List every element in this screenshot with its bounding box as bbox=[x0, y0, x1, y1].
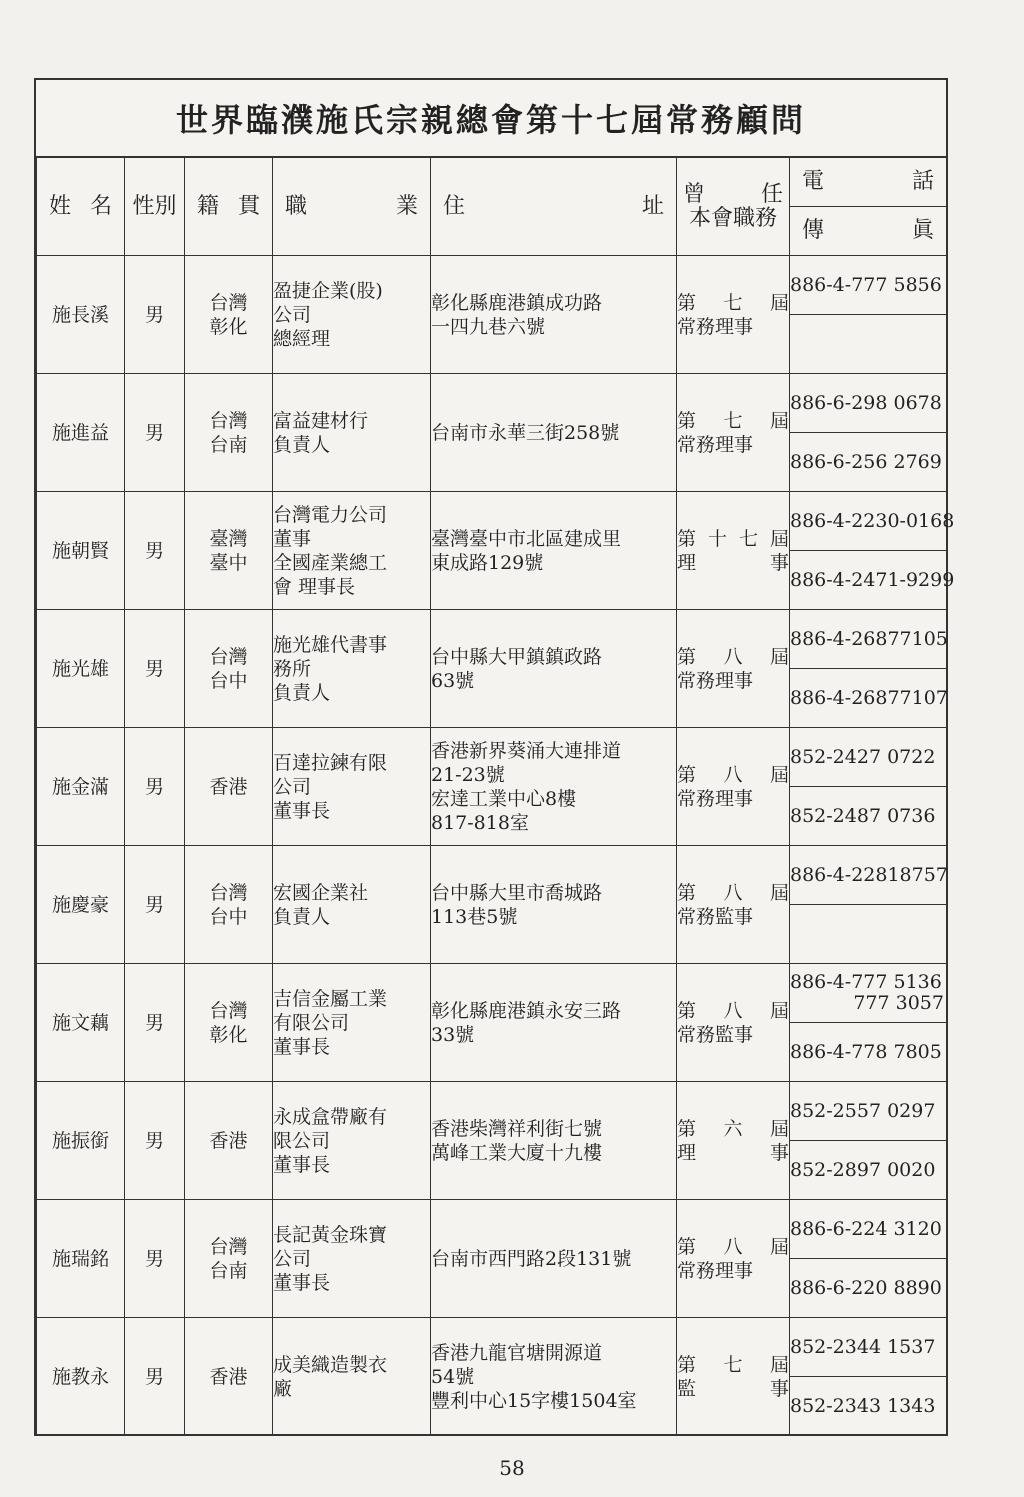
roster-table bbox=[36, 157, 955, 1436]
origin-cell: 臺灣 臺中 bbox=[185, 492, 273, 610]
page-title: 世界臨濮施氏宗親總會第十七屆常務顧問 bbox=[36, 80, 946, 157]
phone-cell: 886-4-777 5856 bbox=[790, 256, 947, 315]
origin-cell: 台灣 台中 bbox=[185, 610, 273, 728]
phone-cell: 886-4-777 5136 777 3057 bbox=[790, 964, 947, 1023]
name-cell: 施教永 bbox=[37, 1318, 125, 1436]
occupation-cell: 永成盒帶廠有 限公司 董事長 bbox=[273, 1082, 431, 1200]
header-history: 曾 任 本會職務 bbox=[677, 158, 790, 256]
header-name: 姓 名 bbox=[37, 158, 125, 256]
name-cell: 施文藕 bbox=[37, 964, 125, 1082]
occupation-cell: 盈捷企業(股) 公司 總經理 bbox=[273, 256, 431, 374]
phone-cell: 886-4-22818757 bbox=[790, 846, 947, 905]
name-cell: 施瑞銘 bbox=[37, 1200, 125, 1318]
origin-cell: 香港 bbox=[185, 1318, 273, 1436]
sex-cell: 男 bbox=[125, 846, 185, 964]
header-sex: 性別 bbox=[125, 158, 185, 256]
history-cell: 第 七 屆 常務理事 bbox=[677, 256, 790, 374]
sex-cell: 男 bbox=[125, 1082, 185, 1200]
history-cell: 第 七 屆 監 事 bbox=[677, 1318, 790, 1436]
name-cell: 施振銜 bbox=[37, 1082, 125, 1200]
history-cell: 第 八 屆 常務理事 bbox=[677, 610, 790, 728]
sex-cell: 男 bbox=[125, 256, 185, 374]
header-origin: 籍 貫 bbox=[185, 158, 273, 256]
sex-cell: 男 bbox=[125, 964, 185, 1082]
table-row bbox=[37, 964, 947, 1023]
address-cell: 彰化縣鹿港鎮成功路 一四九巷六號 bbox=[431, 256, 677, 374]
name-cell: 施金滿 bbox=[37, 728, 125, 846]
name-cell: 施朝賢 bbox=[37, 492, 125, 610]
fax-cell: 886-4-2471-9299 bbox=[790, 551, 947, 610]
occupation-cell: 吉信金屬工業 有限公司 董事長 bbox=[273, 964, 431, 1082]
history-cell: 第 十 七 屆 理 事 bbox=[677, 492, 790, 610]
origin-cell: 台灣 台南 bbox=[185, 374, 273, 492]
history-cell: 第 八 屆 常務監事 bbox=[677, 964, 790, 1082]
table-row bbox=[37, 374, 947, 433]
address-cell: 台中縣大里市喬城路 113巷5號 bbox=[431, 846, 677, 964]
fax-cell: 886-4-778 7805 bbox=[790, 1023, 947, 1082]
name-cell: 施慶豪 bbox=[37, 846, 125, 964]
table-row bbox=[37, 1200, 947, 1259]
history-cell: 第 八 屆 常務監事 bbox=[677, 846, 790, 964]
origin-cell: 香港 bbox=[185, 1082, 273, 1200]
address-cell: 彰化縣鹿港鎮永安三路 33號 bbox=[431, 964, 677, 1082]
sex-cell: 男 bbox=[125, 728, 185, 846]
fax-cell: 886-4-26877107 bbox=[790, 669, 947, 728]
fax-cell: 852-2343 1343 bbox=[790, 1377, 947, 1436]
phone-cell: 886-6-298 0678 bbox=[790, 374, 947, 433]
name-cell: 施進益 bbox=[37, 374, 125, 492]
fax-cell bbox=[790, 905, 947, 964]
fax-cell: 886-6-256 2769 bbox=[790, 433, 947, 492]
address-cell: 台中縣大甲鎮鎮政路 63號 bbox=[431, 610, 677, 728]
table-row bbox=[37, 610, 947, 669]
table-row bbox=[37, 1318, 947, 1377]
history-cell: 第 八 屆 常務理事 bbox=[677, 728, 790, 846]
fax-cell: 852-2897 0020 bbox=[790, 1141, 947, 1200]
origin-cell: 台灣 彰化 bbox=[185, 256, 273, 374]
occupation-cell: 宏國企業社 負責人 bbox=[273, 846, 431, 964]
phone-cell: 852-2344 1537 bbox=[790, 1318, 947, 1377]
table-row bbox=[37, 1082, 947, 1141]
phone-cell: 852-2557 0297 bbox=[790, 1082, 947, 1141]
address-cell: 台南市西門路2段131號 bbox=[431, 1200, 677, 1318]
origin-cell: 台灣 彰化 bbox=[185, 964, 273, 1082]
header-phone: 電 話 bbox=[790, 158, 947, 207]
table-row bbox=[37, 728, 947, 787]
origin-cell: 台灣 台南 bbox=[185, 1200, 273, 1318]
header-fax: 傳 眞 bbox=[790, 207, 947, 256]
occupation-cell: 長記黃金珠寶 公司 董事長 bbox=[273, 1200, 431, 1318]
sex-cell: 男 bbox=[125, 492, 185, 610]
table-row bbox=[37, 256, 947, 315]
phone-cell: 886-4-26877105 bbox=[790, 610, 947, 669]
table-row bbox=[37, 492, 947, 551]
phone-cell: 886-4-2230-0168 bbox=[790, 492, 947, 551]
address-cell: 臺灣臺中市北區建成里 東成路129號 bbox=[431, 492, 677, 610]
origin-cell: 香港 bbox=[185, 728, 273, 846]
name-cell: 施光雄 bbox=[37, 610, 125, 728]
phone-cell: 886-6-224 3120 bbox=[790, 1200, 947, 1259]
occupation-cell: 施光雄代書事 務所 負責人 bbox=[273, 610, 431, 728]
header-occupation: 職 業 bbox=[273, 158, 431, 256]
page-number: 58 bbox=[499, 1456, 525, 1480]
sex-cell: 男 bbox=[125, 374, 185, 492]
occupation-cell: 富益建材行 負責人 bbox=[273, 374, 431, 492]
fax-cell bbox=[790, 315, 947, 374]
name-cell: 施長溪 bbox=[37, 256, 125, 374]
occupation-cell: 百達拉鍊有限 公司 董事長 bbox=[273, 728, 431, 846]
history-cell: 第 八 屆 常務理事 bbox=[677, 1200, 790, 1318]
address-cell: 台南市永華三街258號 bbox=[431, 374, 677, 492]
roster-sheet bbox=[34, 78, 955, 1436]
sex-cell: 男 bbox=[125, 1200, 185, 1318]
sex-cell: 男 bbox=[125, 610, 185, 728]
origin-cell: 台灣 台中 bbox=[185, 846, 273, 964]
occupation-cell: 成美織造製衣 廠 bbox=[273, 1318, 431, 1436]
address-cell: 香港新界葵涌大連排道 21-23號 宏達工業中心8樓 817-818室 bbox=[431, 728, 677, 846]
sex-cell: 男 bbox=[125, 1318, 185, 1436]
address-cell: 香港柴灣祥利街七號 萬峰工業大廈十九樓 bbox=[431, 1082, 677, 1200]
address-cell: 香港九龍官塘開源道 54號 豐利中心15字樓1504室 bbox=[431, 1318, 677, 1436]
fax-cell: 886-6-220 8890 bbox=[790, 1259, 947, 1318]
fax-cell: 852-2487 0736 bbox=[790, 787, 947, 846]
occupation-cell: 台灣電力公司 董事 全國產業總工 會 理事長 bbox=[273, 492, 431, 610]
history-cell: 第 七 屆 常務理事 bbox=[677, 374, 790, 492]
phone-cell: 852-2427 0722 bbox=[790, 728, 947, 787]
header-address: 住 址 bbox=[431, 158, 677, 256]
history-cell: 第 六 屆 理 事 bbox=[677, 1082, 790, 1200]
table-row bbox=[37, 846, 947, 905]
